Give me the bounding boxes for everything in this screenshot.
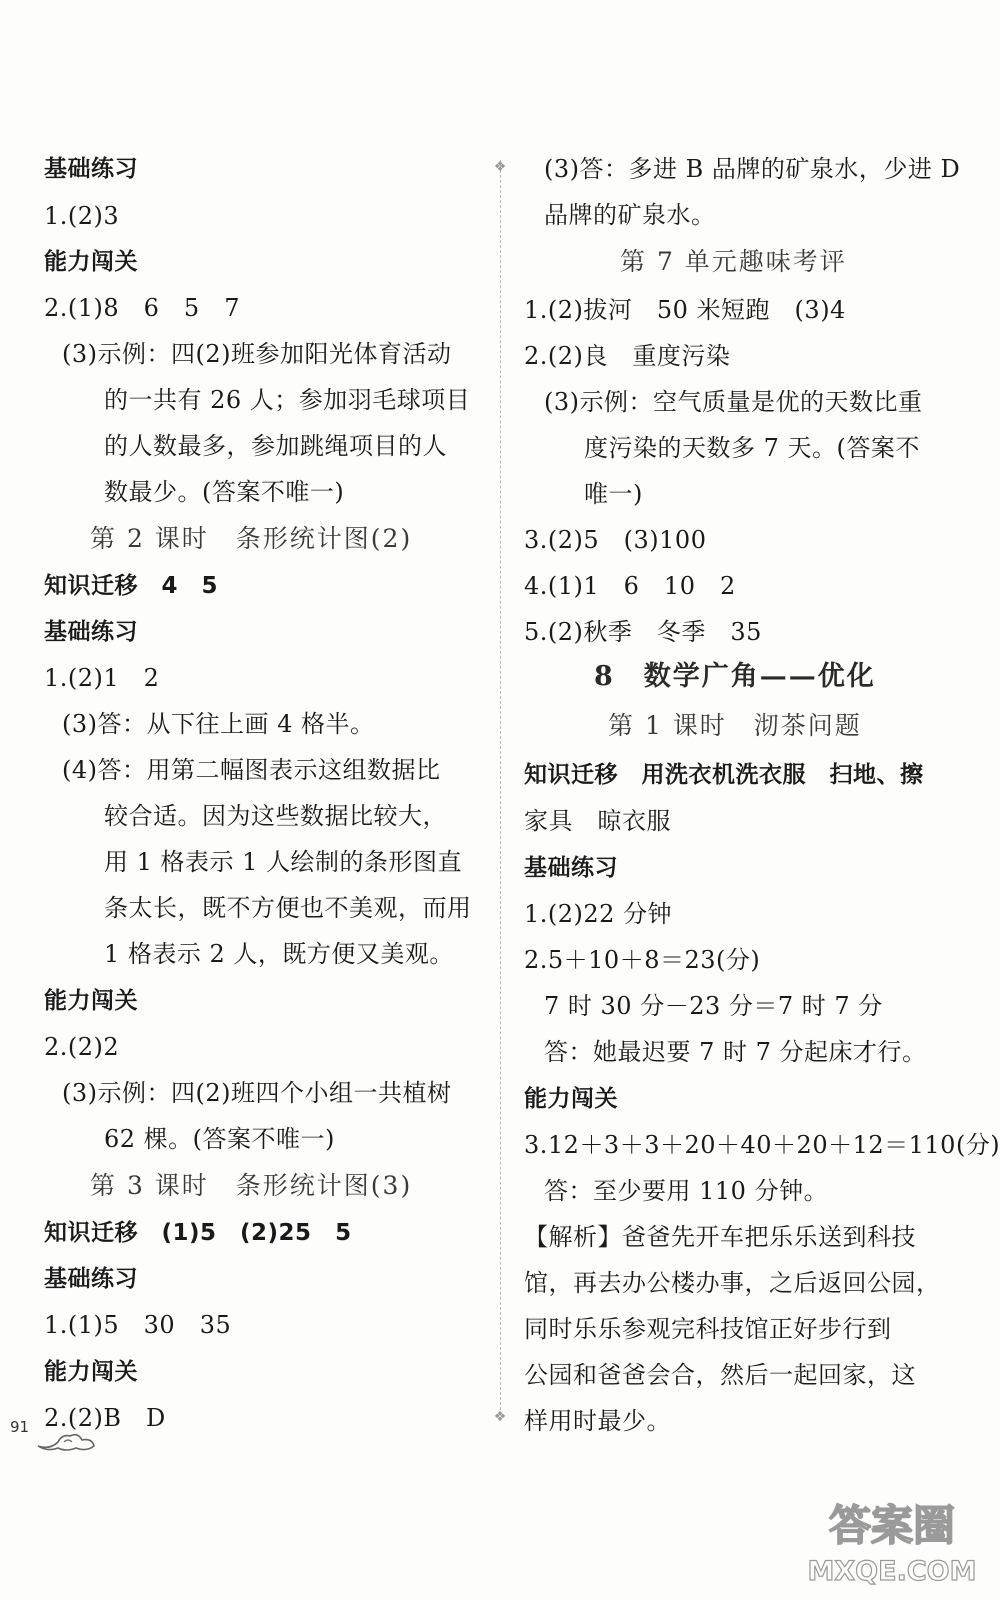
answer-line: (3)示例：四(2)班四个小组一共植树 bbox=[62, 1079, 452, 1107]
answer-line: 答：至少要用 110 分钟。 bbox=[544, 1177, 829, 1205]
answer-line: 1.(2)1 2 bbox=[44, 664, 160, 692]
lesson-heading: 第 3 课时 条形统计图(3) bbox=[90, 1171, 413, 1200]
heading-basic-practice: 基础练习 bbox=[44, 1266, 138, 1292]
answer-line: 唯一) bbox=[584, 480, 643, 508]
heading-ability-challenge: 能力闯关 bbox=[44, 988, 138, 1014]
answer-line: 1.(2)22 分钟 bbox=[524, 900, 673, 928]
answer-line: (3)答：多进 B 品牌的矿泉水，少进 D bbox=[544, 155, 961, 183]
answer-line: 2.(2)良 重度污染 bbox=[524, 342, 731, 370]
knowledge-transfer-line: 知识迁移 (1)5 (2)25 5 bbox=[44, 1220, 352, 1246]
unit-heading: 8 数学广角——优化 bbox=[594, 661, 876, 692]
page-number: 91 bbox=[10, 1418, 30, 1436]
unit-test-heading: 第 7 单元趣味考评 bbox=[620, 247, 847, 276]
answer-line: 62 棵。(答案不唯一) bbox=[104, 1125, 335, 1153]
analysis-line: 馆，再去办公楼办事，之后返回公园， bbox=[524, 1269, 941, 1297]
watermark-logo bbox=[806, 1488, 978, 1588]
heading-basic-practice: 基础练习 bbox=[524, 855, 618, 881]
column-divider bbox=[500, 160, 501, 1420]
answer-line: (3)答：从下往上画 4 格半。 bbox=[62, 710, 375, 738]
cloud-ornament-icon bbox=[36, 1424, 98, 1454]
answer-line: 1.(2)拔河 50 米短跑 (3)4 bbox=[524, 296, 846, 324]
divider-ornament-icon: ❖ bbox=[493, 1409, 507, 1425]
answer-line: 2.(2)B D bbox=[44, 1404, 166, 1432]
divider-ornament-icon: ❖ bbox=[493, 159, 507, 175]
answer-line: 1.(2)3 bbox=[44, 202, 120, 230]
answer-line: (3)示例：空气质量是优的天数比重 bbox=[544, 388, 923, 416]
answer-line: 品牌的矿泉水。 bbox=[544, 201, 716, 229]
heading-basic-practice: 基础练习 bbox=[44, 156, 138, 182]
answer-line: 较合适。因为这些数据比较大， bbox=[104, 802, 447, 830]
watermark-top-text: 答案圈 bbox=[828, 1501, 956, 1550]
analysis-line: 【解析】爸爸先开车把乐乐送到科技 bbox=[524, 1223, 916, 1251]
knowledge-transfer-line: 知识迁移 用洗衣机洗衣服 扫地、擦 bbox=[524, 762, 924, 788]
answer-line: 7 时 30 分－23 分＝7 时 7 分 bbox=[544, 992, 883, 1020]
answer-line: 条太长，既不方便也不美观，而用 bbox=[104, 894, 472, 922]
analysis-line: 样用时最少。 bbox=[524, 1407, 671, 1435]
analysis-line: 公园和爸爸会合，然后一起回家，这 bbox=[524, 1361, 916, 1389]
answer-line: 2.5＋10＋8＝23(分) bbox=[524, 946, 761, 974]
heading-ability-challenge: 能力闯关 bbox=[524, 1086, 618, 1112]
answer-line: 度污染的天数多 7 天。(答案不 bbox=[584, 434, 920, 462]
heading-ability-challenge: 能力闯关 bbox=[44, 1359, 138, 1385]
answer-line: (4)答：用第二幅图表示这组数据比 bbox=[62, 756, 441, 784]
answer-line: 5.(2)秋季 冬季 35 bbox=[524, 618, 762, 646]
answer-line: 家具 晾衣服 bbox=[524, 807, 671, 835]
answer-line: 3.(2)5 (3)100 bbox=[524, 526, 707, 554]
knowledge-transfer-line: 知识迁移 4 5 bbox=[44, 573, 219, 599]
answer-line: 答：她最迟要 7 时 7 分起床才行。 bbox=[544, 1038, 927, 1066]
heading-basic-practice: 基础练习 bbox=[44, 619, 138, 645]
analysis-line: 同时乐乐参观完科技馆正好步行到 bbox=[524, 1315, 892, 1343]
answer-line: 的人数最多，参加跳绳项目的人 bbox=[104, 432, 447, 460]
answer-line: 2.(2)2 bbox=[44, 1033, 120, 1061]
answer-line: 数最少。(答案不唯一) bbox=[104, 478, 345, 506]
lesson-heading: 第 2 课时 条形统计图(2) bbox=[90, 524, 413, 553]
answer-line: 1 格表示 2 人，既方便又美观。 bbox=[104, 940, 454, 968]
answer-line: 4.(1)1 6 10 2 bbox=[524, 572, 736, 600]
heading-ability-challenge: 能力闯关 bbox=[44, 249, 138, 275]
answer-line: 2.(1)8 6 5 7 bbox=[44, 294, 240, 322]
lesson-heading: 第 1 课时 沏茶问题 bbox=[608, 711, 862, 740]
answer-line: 1.(1)5 30 35 bbox=[44, 1311, 232, 1339]
answer-line: (3)示例：四(2)班参加阳光体育活动 bbox=[62, 340, 452, 368]
answer-line: 的一共有 26 人；参加羽毛球项目 bbox=[104, 386, 471, 414]
watermark-bottom-text: MXQE.COM bbox=[807, 1556, 977, 1587]
answer-line: 3.12＋3＋3＋20＋40＋20＋12＝110(分) bbox=[524, 1131, 1000, 1159]
answer-line: 用 1 格表示 1 人绘制的条形图直 bbox=[104, 848, 463, 876]
